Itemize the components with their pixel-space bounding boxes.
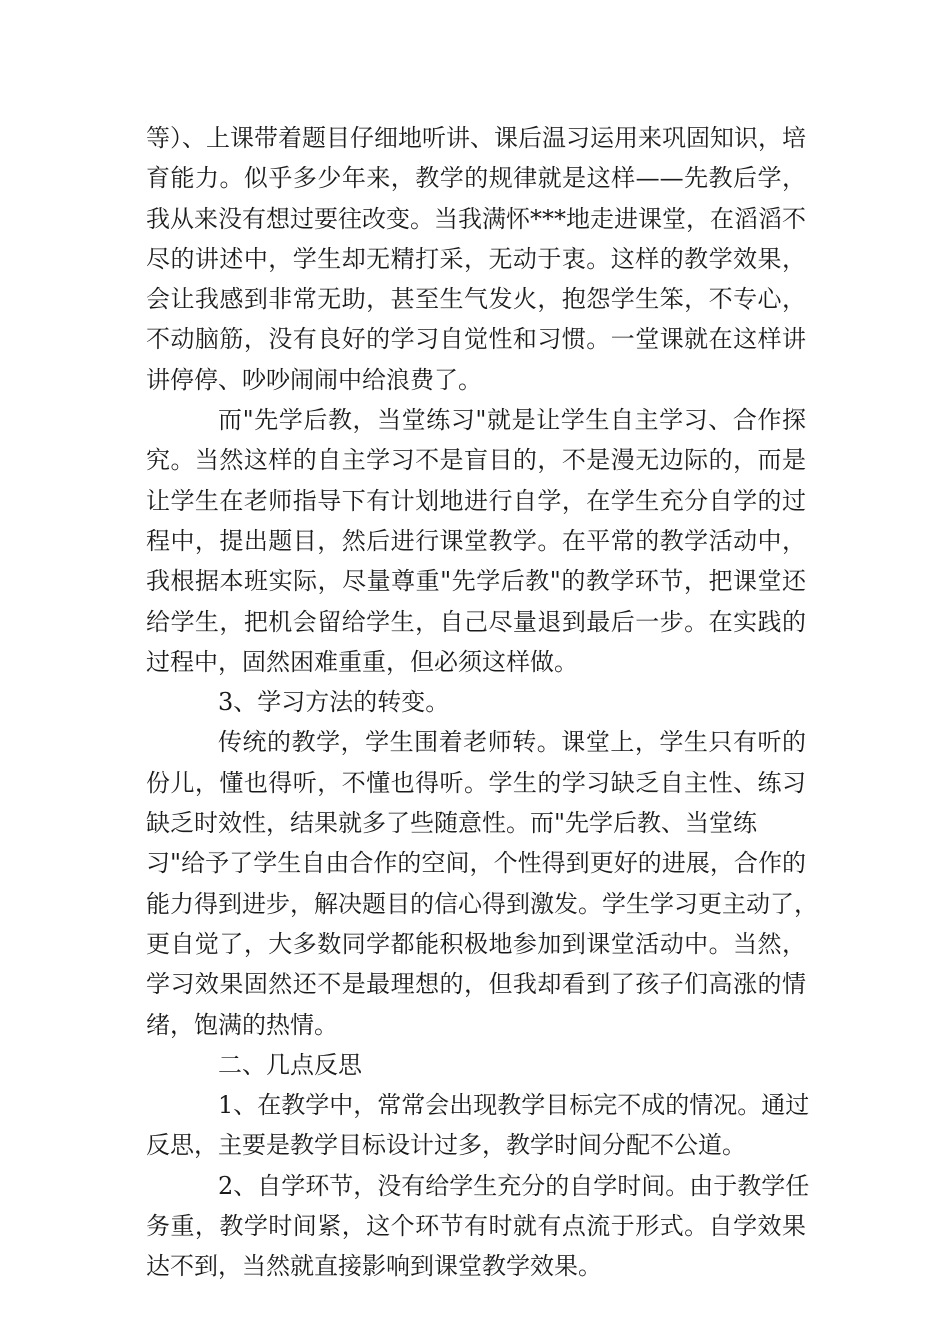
text-line: 等）、上课带着题目仔细地听讲、课后温习运用来巩固知识，培	[146, 124, 806, 152]
text-line: 我从来没有想过要往改变。当我满怀***地走进课堂，在滔滔不	[146, 204, 806, 233]
text-line: 让学生在老师指导下有计划地进行自学，在学生充分自学的过	[146, 486, 806, 515]
document-body	[146, 118, 818, 1287]
text-line: 务重，教学时间紧，这个环节有时就有点流于形式。自学效果	[146, 1212, 806, 1241]
text-line: 程中，提出题目，然后进行课堂教学。在平常的教学活动中，	[146, 526, 806, 555]
text-line: 我根据本班实际，尽量尊重"先学后教"的教学环节，把课堂还	[146, 567, 806, 596]
section-heading: 3、学习方法的转变。	[218, 688, 450, 717]
text-line: 给学生，把机会留给学生，自己尽量退到最后一步。在实践的	[146, 607, 806, 636]
text-line: 过程中，固然困难重重，但必须这样做。	[146, 647, 578, 676]
text-line: 不动脑筋，没有良好的学习自觉性和习惯。一堂课就在这样讲	[146, 325, 806, 354]
text-line: 讲停停、吵吵闹闹中给浪费了。	[146, 365, 482, 394]
text-line: 会让我感到非常无助，甚至生气发火，抱怨学生笨，不专心，	[146, 285, 806, 314]
text-line: 反思，主要是教学目标设计过多，教学时间分配不公道。	[146, 1131, 746, 1160]
paragraph-start-line: 而"先学后教，当堂练习"就是让学生自主学习、合作探	[218, 406, 806, 435]
paragraph-start-line: 2、自学环节，没有给学生充分的自学时间。由于教学任	[218, 1171, 810, 1200]
text-line: 学习效果固然还不是最理想的，但我却看到了孩子们高涨的情	[146, 970, 806, 999]
paragraph-start-line: 1、在教学中，常常会出现教学目标完不成的情况。通过	[218, 1091, 810, 1120]
text-line: 更自觉了，大多数同学都能积极地参加到课堂活动中。当然，	[146, 929, 806, 958]
text-line: 份儿，懂也得听，不懂也得听。学生的学习缺乏自主性、练习	[146, 768, 806, 797]
text-line: 能力得到进步，解决题目的信心得到激发。学生学习更主动了，	[146, 889, 818, 918]
text-line: 达不到，当然就直接影响到课堂教学效果。	[146, 1252, 602, 1281]
text-line: 绪，饱满的热情。	[146, 1010, 338, 1039]
text-line: 育能力。似乎多少年来，教学的规律就是这样——先教后学，	[146, 164, 806, 193]
text-line: 缺乏时效性，结果就多了些随意性。而"先学后教、当堂练	[146, 809, 758, 838]
paragraph-start-line: 传统的教学，学生围着老师转。课堂上，学生只有听的	[218, 728, 806, 757]
section-heading: 二、几点反思	[218, 1050, 362, 1079]
text-line: 习"给予了学生自由合作的空间，个性得到更好的进展，合作的	[146, 849, 806, 878]
text-line: 尽的讲述中，学生却无精打采，无动于衷。这样的教学效果，	[146, 244, 806, 273]
text-line: 究。当然这样的自主学习不是盲目的，不是漫无边际的，而是	[146, 446, 806, 475]
